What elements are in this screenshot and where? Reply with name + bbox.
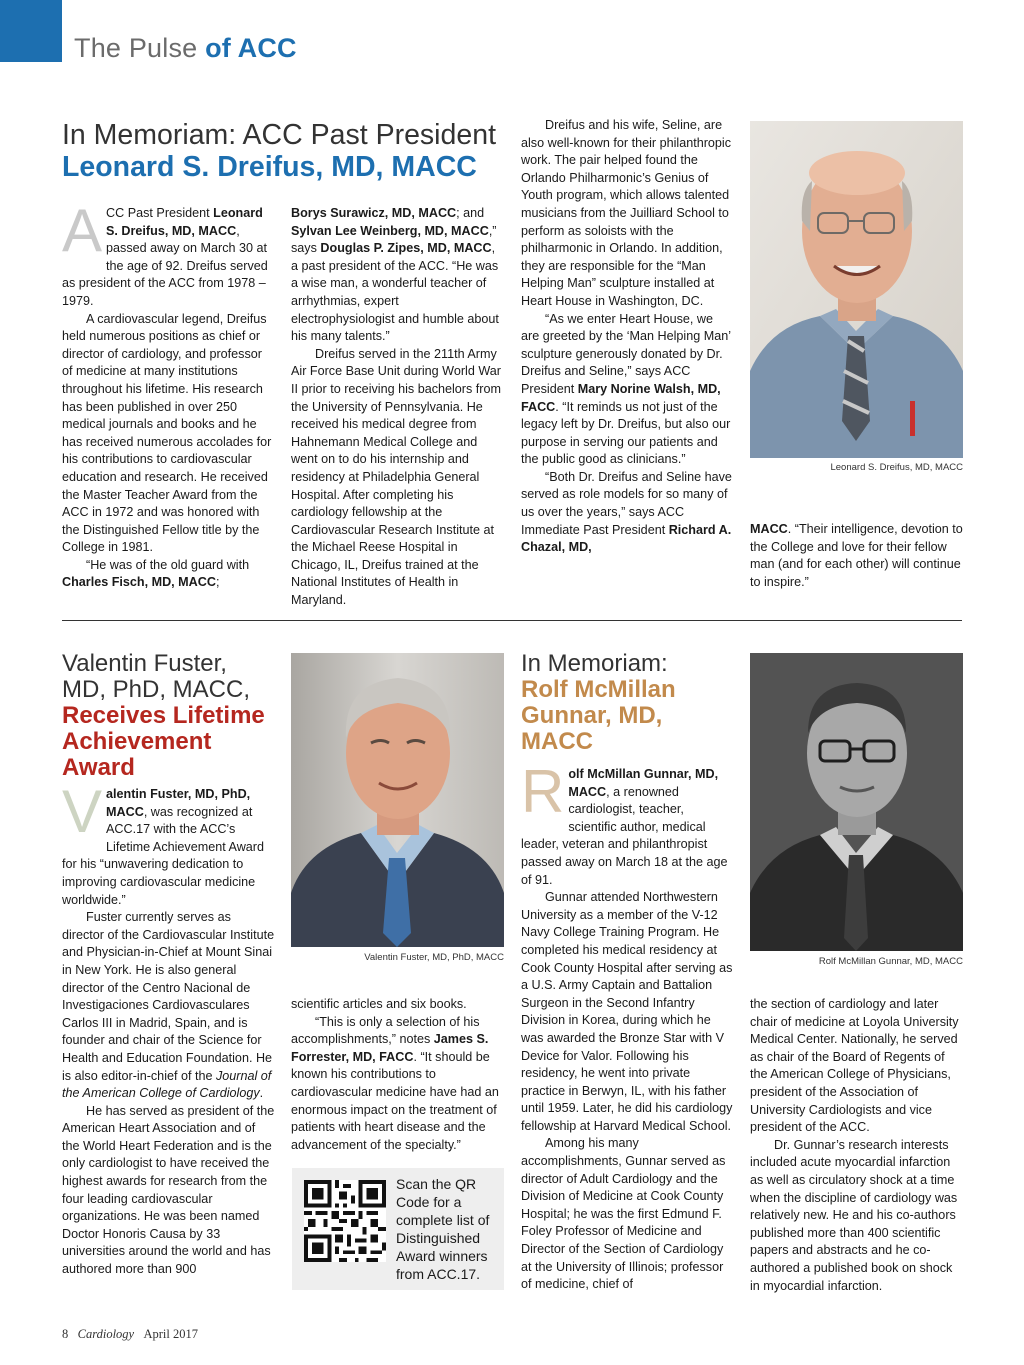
page-number: 8 (62, 1327, 69, 1341)
qr-callout-text: Scan the QR Code for a complete list of Distinguished Award winners from ACC.17. (396, 1176, 490, 1282)
article1-column3: Dreifus and his wife, Seline, are also well-known for their philanthropic work. The pair helped found the Orlando Philharmonic’s Genius of Youth program, which allows talented musicians from the Juilliard School to perform as soloists with the philharmonic in Orlando. In addition, they are responsible for the “Man Helping Man” sculpture installed at Heart House in Washington, DC. “As we enter Heart House, we are greeted by the ‘Man Helping Man’ sculpture generously donated by Dr. Dreifus and Seline,” says ACC President Mary Norine Walsh, MD, FACC. “It reminds us not just of the legacy left by Dr. Dreifus, but also our purpose in serving our patients and the public good as clinicians.” “Both Dr. Dreifus and Seline have served as role models for so many of us over the years,” says ACC Immediate Past President Richard A. Chazal, MD, (521, 118, 732, 555)
gunnar-caption: Rolf McMillan Gunnar, MD, MACC (818, 956, 963, 967)
article1-dropcap: A (62, 197, 103, 264)
gunnar-photo (750, 653, 963, 951)
magazine-name: Cardiology (77, 1327, 135, 1341)
issue-date: April 2017 (143, 1327, 198, 1341)
fuster-photo (291, 653, 504, 947)
article1-column1: A CC Past President Leonard S. Dreifus, MD, MACC, passed away on March 30 at the age of 92. Dreifus served as president of the ACC from 1978 – 1979. A cardiovascular legend, Dreifus held numerous positions as chief or director of cardiology, and professor of medicine at many institutions throughout his lifetime. His research has been published in over 250 medical journals and books and he has received numerous accolades for his contributions to cardiovascular education and research. He received the Master Teacher Award from the ACC in 1972 and was honored with the Distinguished Fellow title by the College in 1981. “He was of the old guard with Charles Fisch, MD, MACC; (62, 197, 272, 590)
article1-title-line1: In Memoriam: ACC Past President (62, 119, 496, 151)
article1-column2: Borys Surawicz, MD, MACC; and Sylvan Lee Weinberg, MD, MACC,” says Douglas P. Zipes, MD, MACC, a past president of the ACC. “He was a wise man, a wonderful teacher of arrhythmias, expert electrophysiologist and humble about his many talents.” Dreifus served in the 211th Army Air Force Base Unit during World War II prior to receiving his bachelors from the University of Pennsylvania. He received his medical degree from Hahnemann Medical College and went on to do his internship and residency at Philadelphia General Hospital. After completing his cardiology fellowship at the Cardiovascular Research Institute at the Michael Reese Hospital in Chicago, IL, Dreifus trained at the National Institutes of Health in Maryland. (291, 206, 501, 608)
article2-title: Valentin Fuster, MD, PhD, MACC, Receives Lifetime Achievement Award (62, 650, 265, 781)
article2-column1: V alentin Fuster, MD, PhD, MACC, was recognized at ACC.17 with the ACC’s Lifetime Achievement Award for his “unwavering dedication to improving cardiovascular medicine worldwide.” Fuster currently serves as director of the Cardiovascular Institute and Physician-in-Chief at Mount Sinai in New York. He is also general director of the Centro Nacional de Investigaciones Cardiovasculares Carlos III in Madrid, Spain, and is founder and chair of the Science for Health and Education Foundation. He is also editor-in-chief of the Journal of the American College of Cardiology. He has served as president of the American Heart Association and of the World Heart Federation and is the only cardiologist to have received the highest awards for research from the four leading cardiovascular organizations. He was been named Doctor Honoris Causa by 33 universities around the world and has authored more than 900 (62, 778, 275, 1277)
page-footer (62, 1327, 198, 1342)
corner-accent-block (0, 0, 62, 62)
article3-column2: the section of cardiology and later chair of medicine at Loyola University Medical Center. Nationally, he served as chair of the Board of Regents of the American College of Physicians, president of the Association of University Cardiologists and vice president of the ACC. Dr. Gunnar’s research interests included acute myocardial infarction as well as circulatory shock at a time when the discipline of cardiology was relatively new. He and his co-authors published more than 400 scientific papers and abstracts and he co-authored a published book on shock in myocardial infarction. (750, 997, 959, 1293)
article2-column2: scientific articles and six books. “This is only a selection of his accomplishments,” notes James S. Forrester, MD, FACC. “It should be known his contributions to cardiovascular medicine have had an enormous impact on the treatment of patients with heart disease and the advancement of the specialty.” (291, 997, 499, 1152)
article3-dropcap: R (521, 758, 565, 825)
qr-code-image[interactable] (304, 1180, 386, 1262)
article3-title: In Memoriam: Rolf McMillan Gunnar, MD, MACC (521, 650, 676, 755)
article2-dropcap: V (62, 778, 103, 845)
section-divider (62, 620, 962, 621)
fuster-caption: Valentin Fuster, MD, PhD, MACC (364, 952, 504, 963)
dreifus-photo (750, 121, 963, 458)
dreifus-caption: Leonard S. Dreifus, MD, MACC (830, 462, 963, 473)
article1-column4: MACC. “Their intelligence, devotion to the College and love for their fellow man (and for each other) will continue to inspire.” (750, 522, 963, 589)
section-header: The Pulse of ACC (74, 33, 297, 63)
article3-column1: R olf McMillan Gunnar, MD, MACC, a renowned cardiologist, teacher, scientific author, medical leader, veteran and philanthropist passed away on March 18 at the age of 91. Gunnar attended Northwestern University as a member of the V-12 Navy College Training Program. He completed his medical residency at Cook County Hospital after serving as a U.S. Army Captain and Battalion Surgeon in the Second Infantry Division in Korea, during which he was awarded the Bronze Star with V Device for Valor. Following his residency, he went into private practice in Berwyn, IL, with his father until 1959. Later, he did his cardiology fellowship at Harvard Medical School. Among his many accomplishments, Gunnar served as director of Adult Cardiology and the Division of Medicine at Cook County Hospital; he was the first Edmund F. Foley Professor of Medicine and Director of the Section of Cardiology at the University of Illinois; professor of medicine, chief of (521, 758, 733, 1292)
article1-title-line2: Leonard S. Dreifus, MD, MACC (62, 151, 477, 183)
